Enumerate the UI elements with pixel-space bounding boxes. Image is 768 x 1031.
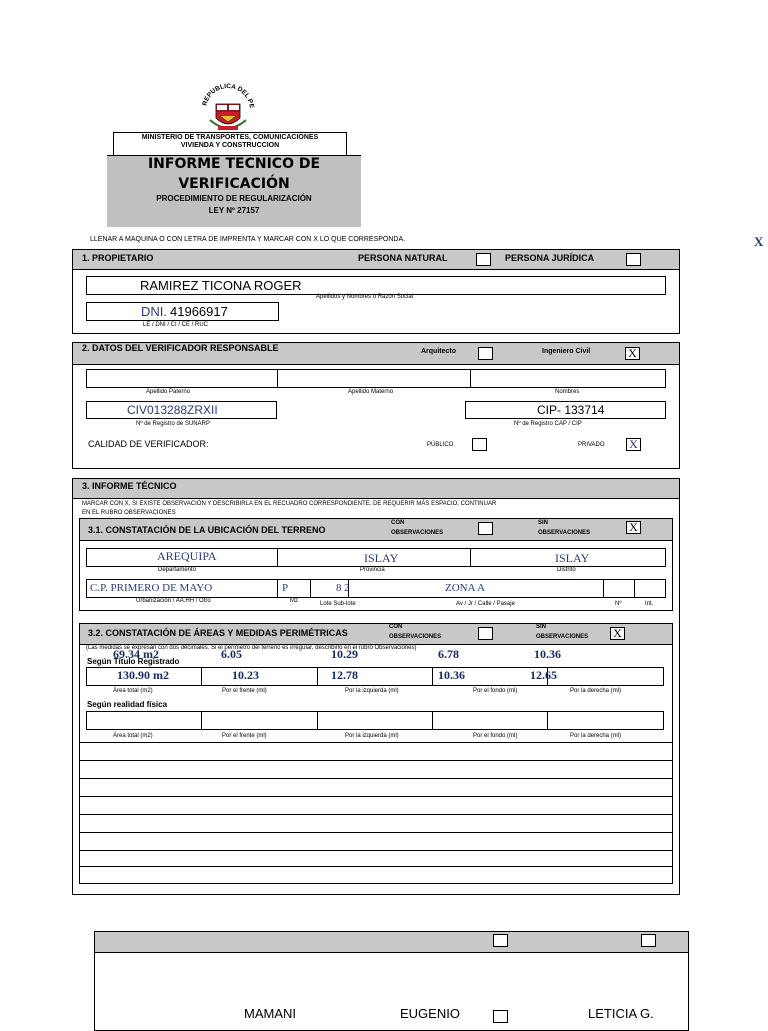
- overlay-fondo-value: 6.78: [438, 647, 459, 661]
- form-title-line-2: VERIFICACIÓN: [178, 176, 290, 192]
- titulo-area-value[interactable]: 130.90 m2: [117, 668, 169, 682]
- apellido-paterno-caption: Apellido Paterno: [146, 389, 191, 395]
- persona-natural-label: PERSONA NATURAL: [358, 253, 448, 263]
- titulo-frente-caption: Por el frente (ml): [222, 688, 267, 694]
- instruction-text: LLENAR A MAQUINA O CON LETRA DE IMPRENTA Y MARCAR CON X LO QUE CORRESPONDA.: [90, 236, 406, 243]
- zona-value[interactable]: ZONA A: [445, 582, 486, 594]
- realidad-fondo-field[interactable]: [433, 712, 546, 729]
- urbanizacion-value[interactable]: C.P. PRIMERO DE MAYO: [90, 582, 213, 594]
- doc-type-value: DNI.: [141, 304, 167, 319]
- privado-label: PRIVADO: [578, 442, 605, 448]
- sunarp-caption: Nº de Registro de SUNARP: [136, 421, 210, 427]
- s31-sin-checkbox[interactable]: X: [626, 521, 641, 534]
- nombres-caption: Nombres: [555, 389, 580, 395]
- realidad-frente-caption: Por el frente (ml): [222, 733, 267, 739]
- realidad-izquierda-field[interactable]: [318, 712, 431, 729]
- persona-juridica-label: PERSONA JURÍDICA: [505, 253, 595, 263]
- overlay-area-value: 69.34 m2: [113, 647, 159, 661]
- doc-caption: LE / DNI / CI / CE / RUC: [143, 322, 209, 328]
- titulo-fondo-caption: Por el fondo (ml): [473, 688, 518, 694]
- sunarp-value: CIV013288ZRXII: [127, 403, 218, 417]
- s32-sin-label-1: SIN: [536, 624, 547, 630]
- s32-sin-label-2: OBSERVACIONES: [536, 634, 589, 640]
- realidad-area-field[interactable]: [87, 712, 200, 729]
- form-title-line-1: INFORME TECNICO DE: [147, 156, 321, 172]
- margin-x-mark: X: [754, 234, 764, 249]
- titulo-derecha-value[interactable]: 12.65: [530, 668, 557, 682]
- owner-name-value: RAMIREZ TICONA ROGER: [140, 278, 302, 293]
- cip-value: CIP- 133714: [537, 403, 605, 417]
- section-1-title: 1. PROPIETARIO: [82, 253, 154, 263]
- arquitecto-label: Arquitecto: [421, 348, 456, 355]
- svg-text:REPUBLICA DEL PERU: REPUBLICA DEL PE: [201, 82, 255, 109]
- form-subtitle-2: LEY Nº 27157: [208, 206, 260, 215]
- realidad-derecha-field[interactable]: [548, 712, 663, 729]
- section-2-title: 2. DATOS DEL VERIFICADOR RESPONSABLE: [82, 343, 279, 353]
- provincia-value[interactable]: ISLAY: [364, 551, 399, 565]
- realidad-izquierda-caption: Por la izquierda (ml): [345, 733, 399, 739]
- overlay-derecha-value: 10.36: [534, 647, 561, 661]
- subsection-3-2-title: 3.2. CONSTATACIÓN DE ÁREAS Y MEDIDAS PERIMÉTRICAS: [88, 628, 348, 638]
- overlay-izquierda-value: 10.29: [331, 647, 358, 661]
- s31-con-checkbox[interactable]: [478, 522, 493, 535]
- peru-seal: [198, 82, 258, 137]
- s31-con-label-2: OBSERVACIONES: [391, 530, 444, 536]
- doc-number-value: 41966917: [170, 304, 228, 319]
- manzana-caption: Mz: [290, 598, 298, 604]
- footer-header: [95, 932, 688, 953]
- privado-checkbox[interactable]: X: [626, 438, 641, 451]
- form-subtitle-1: PROCEDIMIENTO DE REGULARIZACIÓN: [156, 194, 312, 203]
- arquitecto-checkbox[interactable]: [478, 347, 493, 360]
- titulo-row: [86, 667, 664, 686]
- s31-con-label-1: CON: [391, 520, 405, 526]
- persona-natural-checkbox[interactable]: [476, 253, 491, 266]
- footer-checkbox-2[interactable]: [641, 934, 656, 947]
- manzana-value[interactable]: P: [282, 582, 289, 594]
- lote-caption: Lote Sub-lote: [320, 601, 356, 607]
- section-3-title: 3. INFORME TÉCNICO: [82, 481, 177, 491]
- observations-lines[interactable]: [80, 742, 672, 882]
- apellido-materno-caption: Apellido Materno: [348, 389, 394, 395]
- interior-caption: Int.: [645, 601, 654, 607]
- s32-note: (Las medidas se expresan con dos decimales. Si el perímetro del terreno es irregular, describirlo en el rubro Observaciones): [86, 645, 417, 651]
- titulo-izquierda-value[interactable]: 12.78: [331, 668, 358, 682]
- s32-con-label-1: CON: [389, 624, 403, 630]
- s31-sin-label-2: OBSERVACIONES: [538, 530, 591, 536]
- ingeniero-checkbox[interactable]: X: [625, 347, 640, 360]
- footer-name-3: LETICIA G.: [588, 1006, 654, 1021]
- s32-con-checkbox[interactable]: [478, 627, 493, 640]
- urbanizacion-caption: Urbanización / AA.HH / Otro: [136, 598, 211, 604]
- s32-sin-checkbox[interactable]: X: [610, 627, 625, 640]
- owner-name-caption: Apellidos y Nombres ó Razón Social: [316, 294, 414, 300]
- departamento-caption: Departamento: [158, 567, 197, 573]
- provincia-caption: Provincia: [360, 567, 385, 573]
- overlay-frente-value: 6.05: [221, 647, 242, 661]
- publico-checkbox[interactable]: [472, 438, 487, 451]
- footer-name-1: MAMANI: [244, 1006, 296, 1021]
- titulo-frente-value[interactable]: 10.23: [232, 668, 259, 682]
- titulo-derecha-caption: Por la derecha (ml): [570, 688, 622, 694]
- s31-sin-label-1: SIN: [538, 520, 549, 526]
- numero-caption: Nº: [615, 601, 622, 607]
- publico-label: PÚBLICO: [427, 442, 454, 448]
- s32-con-label-2: OBSERVACIONES: [389, 634, 442, 640]
- nombres-field[interactable]: [471, 370, 665, 387]
- realidad-fisica-label: Según realidad física: [87, 700, 168, 709]
- cip-caption: Nº de Registro CAP / CIP: [514, 421, 582, 427]
- realidad-area-caption: Área total (m2): [113, 733, 153, 739]
- footer-checkbox-3[interactable]: [493, 1010, 508, 1023]
- section-3-note-2: EN EL RUBRO OBSERVACIONES: [82, 510, 176, 516]
- departamento-value[interactable]: AREQUIPA: [157, 549, 217, 563]
- sublote-value[interactable]: 2: [344, 582, 350, 594]
- lote-value[interactable]: 8: [336, 582, 342, 594]
- ministry-line-2: VIVIENDA Y CONSTRUCCION: [180, 142, 280, 149]
- av-caption: Av / Jr / Calle / Pasaje: [456, 601, 515, 607]
- realidad-derecha-caption: Por la derecha (ml): [570, 733, 622, 739]
- titulo-fondo-value[interactable]: 10.36: [438, 668, 465, 682]
- distrito-value[interactable]: ISLAY: [555, 551, 590, 565]
- persona-juridica-checkbox[interactable]: [626, 253, 641, 266]
- ministry-line-1: MINISTERIO DE TRANSPORTES, COMUNICACIONES: [141, 134, 319, 141]
- titulo-registrado-label: Según Título Registrado: [87, 657, 180, 666]
- apellido-materno-field[interactable]: [278, 370, 469, 387]
- footer-checkbox-1[interactable]: [493, 934, 508, 947]
- subsection-3-1-title: 3.1. CONSTATACIÓN DE LA UBICACIÓN DEL TERRENO: [88, 525, 326, 535]
- realidad-frente-field[interactable]: [202, 712, 316, 729]
- ingeniero-label: Ingeniero Civil: [542, 348, 591, 355]
- apellido-paterno-field[interactable]: [87, 370, 276, 387]
- footer-name-2: EUGENIO: [400, 1006, 460, 1021]
- calidad-label: CALIDAD DE VERIFICADOR:: [88, 439, 209, 449]
- section-3-note: MARCAR CON X, SI EXISTE OBSERVACIÓN Y DESCRIBIRLA EN EL RECUADRO CORRESPONDIENTE. DE REQUERIR MÁS ESPACIO, CONTINUAR: [82, 501, 497, 507]
- titulo-izquierda-caption: Por la izquierda (ml): [345, 688, 399, 694]
- distrito-caption: Distrito: [557, 567, 576, 573]
- titulo-area-caption: Área total (m2): [113, 688, 153, 694]
- realidad-fondo-caption: Por el fondo (ml): [473, 733, 518, 739]
